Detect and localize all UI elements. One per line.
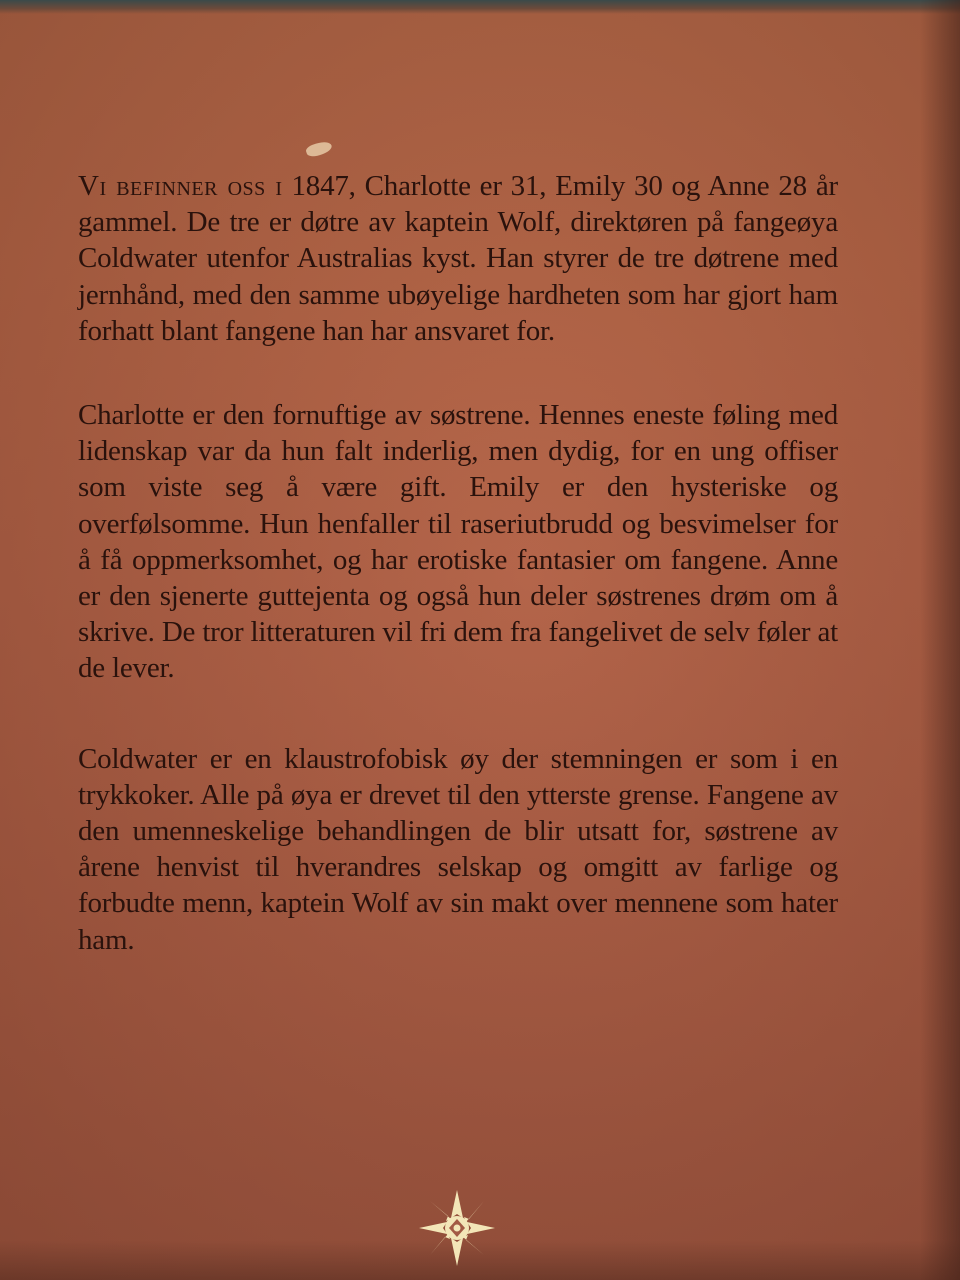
paragraph-2: Charlotte er den fornuftige av søstrene. Hennes eneste føling med lidenskap var da hun falt inderlig, men dydig, for en ung offiser som viste seg å være gift. Emily er den hysteriske og overfølsomme. Hun henfaller til raseriutbrudd og besvimelser for å få oppmerksomhet, og har erotiske fantasier om fangene. Anne er den sjenerte guttejenta og også hun deler søstrenes drøm om å skrive. De tror litteraturen vil fri dem fra fangelivet de selv føler at de lever. <box>78 399 838 685</box>
page-right-shadow <box>920 0 960 1280</box>
paragraph-1 <box>78 168 838 349</box>
paper-fleck <box>305 139 333 158</box>
book-top-edge <box>0 0 960 14</box>
paragraph-3: Coldwater er en klaustrofobisk øy der stemningen er som i en trykkoker. Alle på øya er drevet til den ytterste grense. Fangene av den umenneskelige behandlingen de blir utsatt for, søstrene av årene henvist til hverandres selskap og omgitt av farlige og forbudte menn, kaptein Wolf av sin makt over mennene som hater ham. <box>78 742 838 956</box>
lead-in-smallcaps: Vi befinner oss i <box>78 170 283 202</box>
back-cover-text <box>78 168 838 1006</box>
paragraph-1-body: 1847, Charlotte er 31, Emily 30 og Anne 28 år gammel. De tre er døtre av kaptein Wolf, direktøren på fangeøya Coldwater utenfor Australias kyst. Han styrer de tre døtrene med jernhånd, med den samme ubøyelige hardheten som har gjort ham forhatt blant fangene han har ansvaret for. <box>78 170 838 347</box>
star-logo-icon <box>417 1188 497 1268</box>
